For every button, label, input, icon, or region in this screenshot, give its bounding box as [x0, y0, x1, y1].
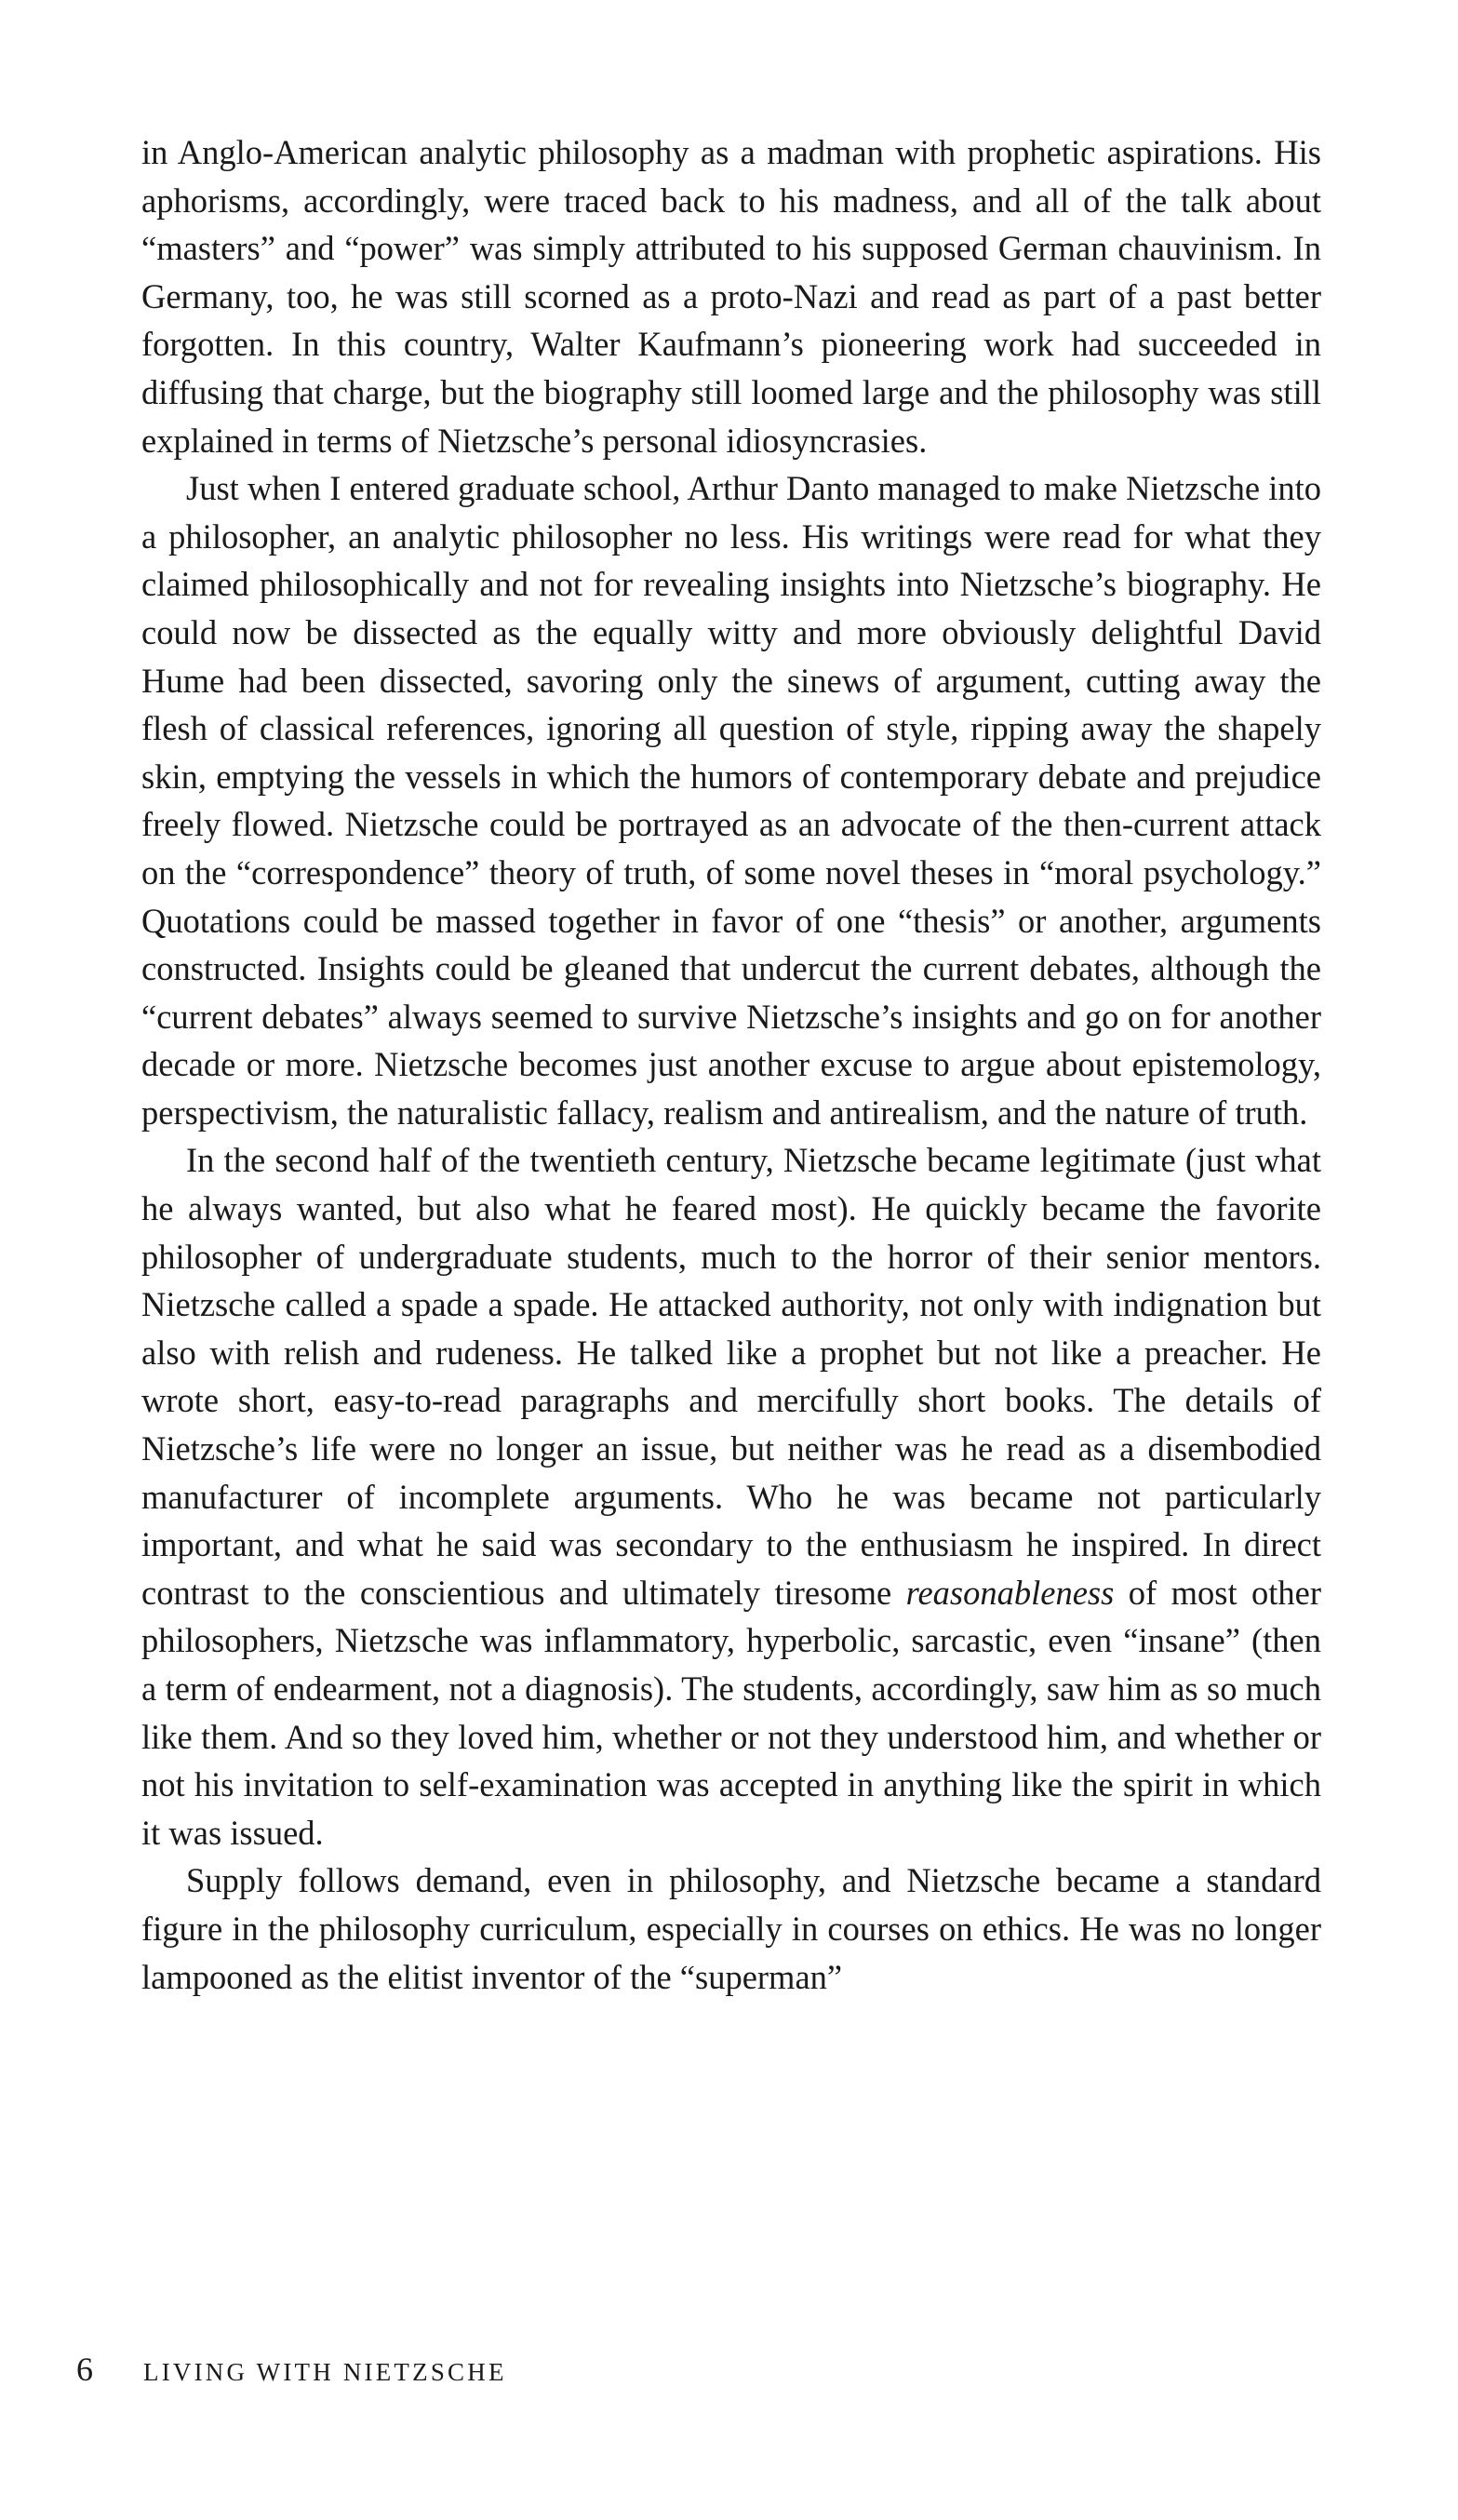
- running-head: LIVING WITH NIETZSCHE: [143, 2358, 507, 2386]
- paragraph-supply: Supply follows demand, even in philosophy, and Nietzsche became a standard figure in the philosophy curriculum, especially in courses on ethics. He was no longer lampooned as the elitist inventor of the “superman”: [141, 1861, 1321, 1996]
- emphasis-reasonableness: reasonableness: [905, 1573, 1115, 1612]
- page-number: 6: [76, 2351, 93, 2388]
- paragraph-danto: Just when I entered graduate school, Arthur Danto managed to make Nietzsche into a philosopher, an analytic philosopher no less. His writings were read for what they claimed philosophically and not for revealing insights into Nietzsche’s biography. He could now be dissected as the equally witty and more obviously delightful David Hume had been dissected, savoring only the sinews of argument, cutting away the flesh of classical references, ignoring all question of style, ripping away the shapely skin, emptying the vessels in which the humors of contemporary debate and prejudice freely flowed. Nietzsche could be portrayed as an advocate of the then-current attack on the “correspondence” theory of truth, of some novel theses in “moral psychology.” Quotations could be massed together in favor of one “thesis” or another, arguments constructed. Insights could be gleaned that undercut the current debates, although the “current debates” always seemed to survive Nietzsche’s insights and go on for another decade or more. Nietzsche becomes just another excuse to argue about epistemology, perspectivism, the naturalistic fallacy, realism and antirealism, and the nature of truth.: [141, 469, 1321, 1132]
- paragraph-legitimate-part-2: of most other philosophers, Nietzsche was inflammatory, hyperbolic, sarcastic, even “insane” (then a term of endearment, not a diagnosis). The students, accordingly, saw him as so much like them. And so they loved him, whether or not they understood him, and whether or not his invitation to self-examination was accepted in anything like the spirit in which it was issued.: [141, 1573, 1322, 1852]
- paragraph-legitimate-part-1: In the second half of the twentieth century, Nietzsche became legitimate (just what he always wanted, but also what he feared most). He quickly became the favorite philosopher of undergraduate students, much to the horror of their senior mentors. Nietzsche called a spade a spade. He attacked authority, not only with indignation but also with relish and rudeness. He talked like a prophet but not like a preacher. He wrote short, easy-to-read paragraphs and mercifully short books. The details of Nietzsche’s life were no longer an issue, but neither was he read as a disembodied manufacturer of incomplete arguments. Who he was became not particularly important, and what he said was secondary to the enthusiasm he inspired. In direct contrast to the conscientious and ultimately tiresome: [141, 1141, 1321, 1612]
- paragraph-1-continued: in Anglo-American analytic philosophy as a madman with prophetic aspirations. His aphorisms, accordingly, were traced back to his madness, and all of the talk about “masters” and “power” was simply attributed to his supposed German chauvinism. In Germany, too, he was still scorned as a proto-Nazi and read as part of a past better forgotten. In this country, Walter Kaufmann’s pioneering work had succeeded in diffusing that charge, but the biography still loomed large and the philosophy was still explained in terms of Nietzsche’s personal idiosyncrasies.: [141, 133, 1321, 460]
- body-text: [141, 128, 1321, 2001]
- page-footer: [76, 2350, 507, 2387]
- paragraph-legitimate: [141, 1136, 1321, 1856]
